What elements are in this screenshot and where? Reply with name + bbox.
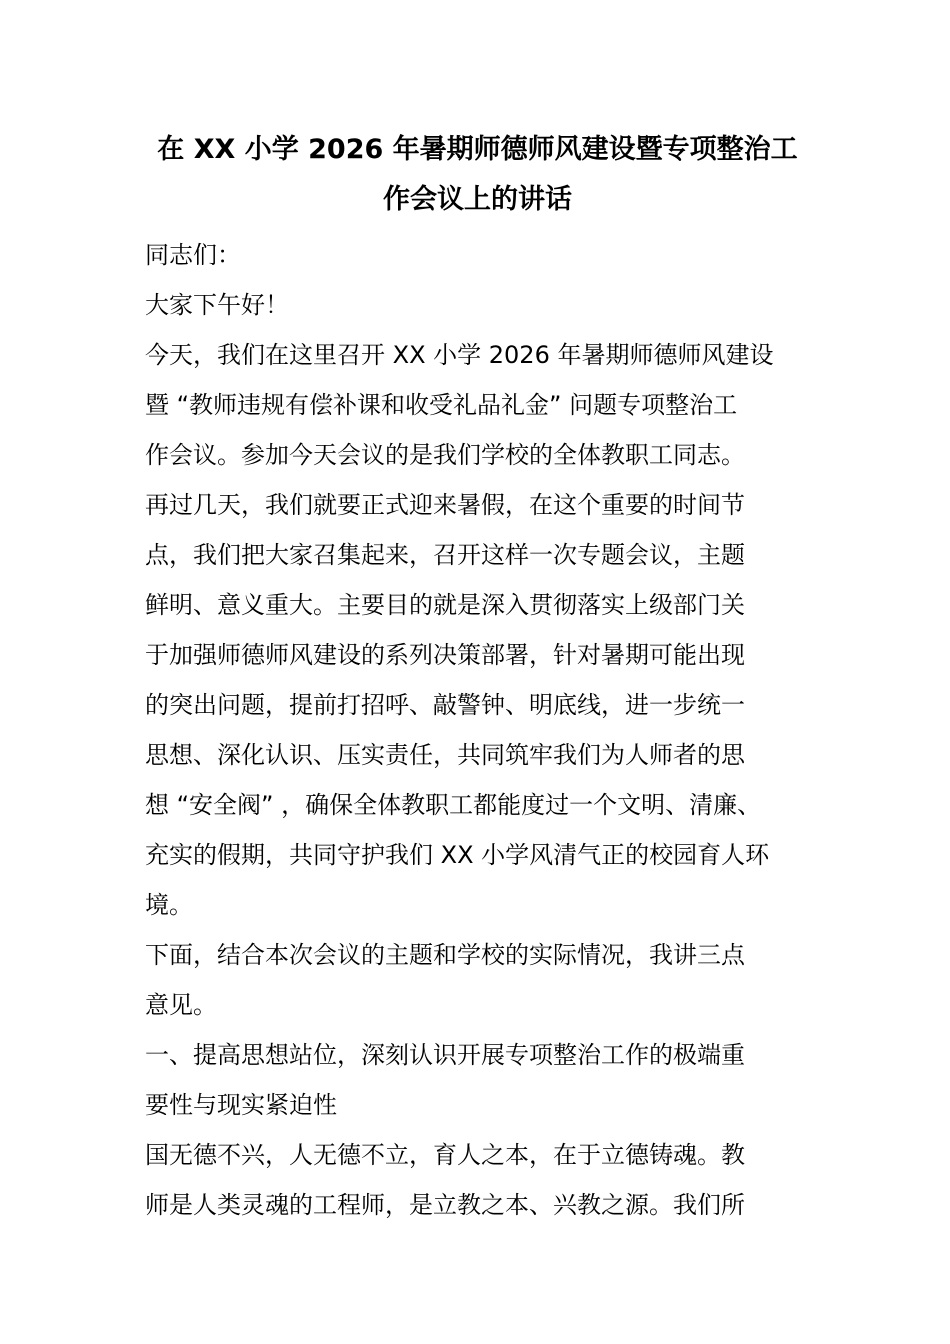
body-line: 想 “安全阀” ，确保全体教职工都能度过一个文明、清廉、: [145, 791, 762, 819]
body-line: 的突出问题，提前打招呼、敲警钟、明底线，进一步统一: [145, 691, 745, 719]
document-title-line-1: 在 XX 小学 2026 年暑期师德师风建设暨专项整治工: [157, 134, 798, 165]
section-heading-line: 一、提高思想站位，深刻认识开展专项整治工作的极端重: [145, 1041, 745, 1069]
body-line: 点，我们把大家召集起来，召开这样一次专题会议，主题: [145, 541, 745, 569]
document-title-line-2: 作会议上的讲话: [383, 184, 572, 215]
body-line: 思想、深化认识、压实责任，共同筑牢我们为人师者的思: [145, 741, 745, 769]
document-body: [145, 230, 825, 1230]
body-line: 大家下午好！: [145, 291, 289, 319]
body-line: 于加强师德师风建设的系列决策部署，针对暑期可能出现: [145, 641, 745, 669]
body-line: 今天，我们在这里召开 XX 小学 2026 年暑期师德师风建设: [145, 341, 774, 369]
body-line: 暨 “教师违规有偿补课和收受礼品礼金” 问题专项整治工: [145, 391, 738, 419]
body-line: 下面，结合本次会议的主题和学校的实际情况，我讲三点: [145, 941, 745, 969]
body-line: 师是人类灵魂的工程师，是立教之本、兴教之源。我们所: [145, 1191, 745, 1219]
body-line: 意见。: [145, 991, 217, 1019]
body-line: 同志们：: [145, 241, 241, 269]
section-heading-line: 要性与现实紧迫性: [145, 1091, 337, 1119]
body-line: 国无德不兴，人无德不立，育人之本，在于立德铸魂。教: [145, 1141, 745, 1169]
body-line: 充实的假期，共同守护我们 XX 小学风清气正的校园育人环: [145, 841, 770, 869]
body-line: 境。: [145, 891, 193, 919]
body-line: 鲜明、意义重大。主要目的就是深入贯彻落实上级部门关: [145, 591, 745, 619]
body-line: 再过几天，我们就要正式迎来暑假，在这个重要的时间节: [145, 491, 745, 519]
body-line: 作会议。参加今天会议的是我们学校的全体教职工同志。: [145, 441, 745, 469]
